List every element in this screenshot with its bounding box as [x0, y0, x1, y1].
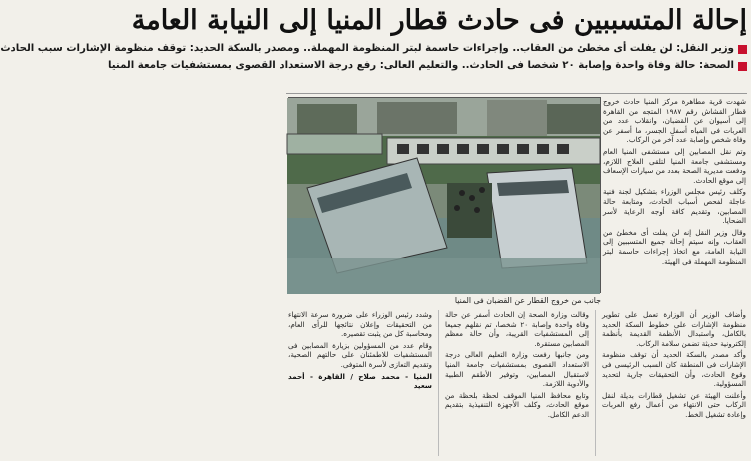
- article-column-1: [602, 310, 746, 456]
- paragraph: وأضاف الوزير أن الوزارة تعمل على تطوير منظومة الإشارات على خطوط السكة الحديد بالكامل، واستبدال الأنظمة القديمة بأنظمة إلكترونية حديثة تضمن سلامة الركاب.: [602, 310, 746, 348]
- news-photo: [288, 97, 601, 293]
- page-title: إحالة المتسببين فى حادث قطار المنيا إلى النيابة العامة: [131, 5, 747, 36]
- photo-caption: جانب من خروج القطار عن القضبان فى المنيا: [454, 296, 601, 305]
- subheadline-1: [0, 41, 747, 57]
- column-divider: [595, 310, 596, 456]
- column-divider: [438, 310, 439, 456]
- paragraph: ومن جانبها رفعت وزارة التعليم العالى درجة الاستعداد القصوى بمستشفيات جامعة المنيا لاستقبال المصابين، وتوفير الأطقم الطبية والأدوية اللازمة.: [445, 350, 589, 389]
- paragraph: وتم نقل المصابين إلى مستشفى المنيا العام ومستشفى جامعة المنيا لتلقى العلاج اللازم، ودفعت مديرية الصحة بعدد من سيارات الإسعاف إلى موقع الحادث.: [603, 146, 746, 185]
- article-column-3: [288, 310, 432, 456]
- paragraph: وقال وزير النقل إنه لن يفلت أى مخطئ من العقاب، وإنه سيتم إحالة جميع المتسببين إلى النيابة العامة، مع اتخاذ إجراءات حاسمة لبتر المنظومة المهملة فى الهيئة.: [603, 227, 746, 266]
- subheadline-2-text: الصحة: حالة وفاة واحدة وإصابة ٢٠ شخصا فى الحادث.. والتعليم العالى: رفع درجة الاستعداد القصوى بمستشفيات جامعة المنيا: [107, 60, 734, 71]
- red-square-bullet-icon: [738, 62, 747, 71]
- article-lower-columns: [288, 310, 746, 456]
- subheadline-2: [107, 58, 747, 74]
- paragraph: وأكد مصدر بالسكة الحديد أن توقف منظومة الإشارات فى المنطقة كان السبب الرئيسى فى وقوع الحادث، وأن التحقيقات جارية لتحديد المسؤولية.: [602, 350, 746, 389]
- train-derailment-photo: [287, 98, 600, 294]
- paragraph: وقام عدد من المسؤولين بزيارة المصابين فى المستشفيات للاطمئنان على حالتهم الصحية، وتقديم التعازى لأسرة المتوفى.: [288, 340, 432, 369]
- article-column-right: [603, 97, 746, 307]
- red-square-bullet-icon: [738, 45, 747, 54]
- article-column-2: [445, 310, 589, 456]
- divider: [286, 93, 747, 94]
- paragraph: وتابع محافظ المنيا الموقف لحظة بلحظة من موقع الحادث، وكلف الأجهزة التنفيذية بتقديم الدعم الكامل.: [445, 390, 589, 419]
- paragraph: شهدت قرية مطاهرة مركز المنيا حادث خروج قطار القشاش رقم ١٩٨٧ المتجه من القاهرة إلى أسيوان عن القضبان، وانقلاب عدد من العربات فى المياه أسفل الجسر، ما أسفر عن وفاة شخص وإصابة عدد آخر من الركاب.: [603, 97, 746, 145]
- byline: المنيا - محمد صلاح / القاهرة - أحمد سعيد: [288, 371, 432, 391]
- paragraph: وكلف رئيس مجلس الوزراء بتشكيل لجنة فنية عاجلة لفحص أسباب الحادث، ومتابعة حالة المصابين، وتقديم كافة أوجه الرعاية لأسر الضحايا.: [603, 187, 746, 226]
- paragraph: وأعلنت الهيئة عن تشغيل قطارات بديلة لنقل الركاب حتى الانتهاء من أعمال رفع العربات وإعادة تشغيل الخط.: [602, 390, 746, 419]
- paragraph: وقالت وزارة الصحة إن الحادث أسفر عن حالة وفاة واحدة وإصابة ٢٠ شخصا، تم نقلهم جميعا إلى المستشفيات القريبة، وأن حالة معظم المصابين مستقرة.: [445, 310, 589, 348]
- subheadline-1-text: وزير النقل: لن يفلت أى مخطئ من العقاب.. وإجراءات حاسمة لبتر المنظومة المهملة.. ومصدر بالسكة الحديد: توقف منظومة الإشارات سبب الحادث: [0, 43, 734, 54]
- paragraph: وشدد رئيس الوزراء على ضرورة سرعة الانتهاء من التحقيقات وإعلان نتائجها للرأى العام، ومحاسبة كل من يثبت تقصيره.: [288, 310, 432, 339]
